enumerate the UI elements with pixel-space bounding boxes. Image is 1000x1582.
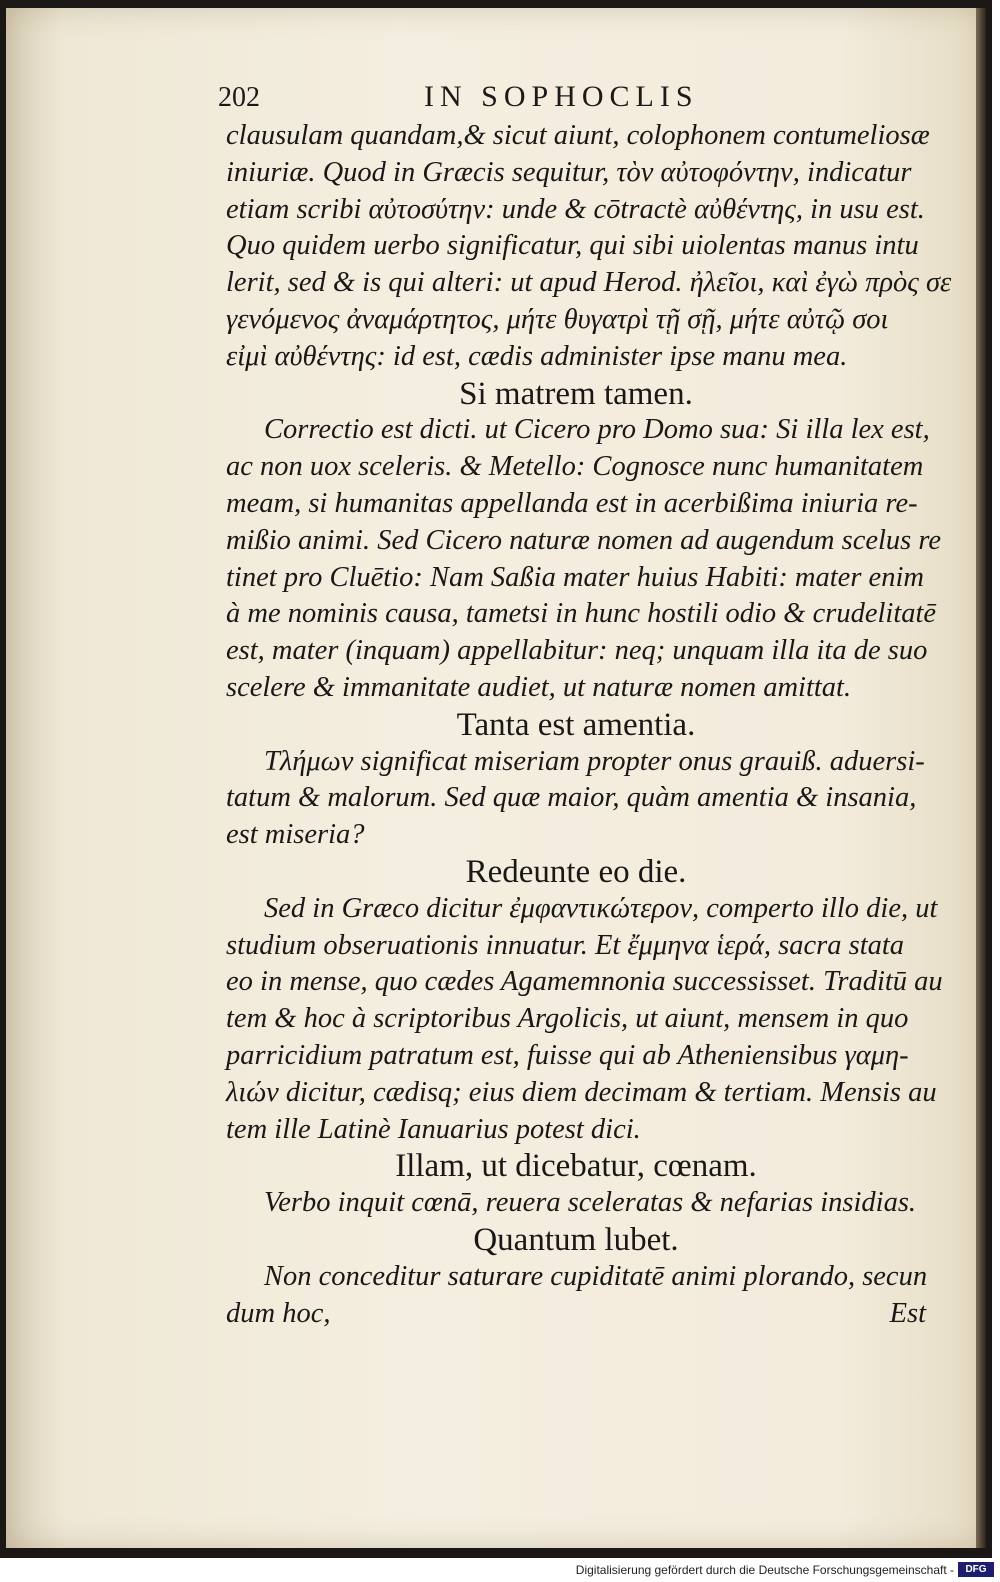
text-line: λιών dicitur, cædisq; eius diem decimam & tertiam. Mensis au: [226, 1076, 937, 1108]
final-line-with-catchword: [226, 1296, 926, 1333]
section-heading: Si matrem tamen.: [459, 375, 693, 412]
dfg-logo-badge: DFG: [958, 1562, 994, 1577]
section-heading: Quantum lubet.: [473, 1221, 679, 1258]
text-line: à me nominis causa, tametsi in hunc hostili odio & crudelitatē: [226, 598, 937, 630]
section-heading: Tanta est amentia.: [456, 706, 696, 743]
page-text-body: [226, 118, 952, 1332]
page-header: [218, 80, 938, 120]
text-line: Sed in Græco dicitur ἐμφαντικώτερον, comperto illo die, ut: [264, 892, 938, 924]
running-title: IN SOPHOCLIS: [424, 80, 699, 113]
text-line: Verbo inquit cœnā, reuera sceleratas & nefarias insidias.: [264, 1187, 917, 1219]
text-line: Quo quidem uerbo significatur, qui sibi uiolentas manus intu: [226, 230, 919, 262]
text-line: Non conceditur saturare cupiditatē animi plorando, secun: [264, 1260, 928, 1292]
text-line: est, mater (inquam) appellabitur: neq; unquam illa ita de suo: [226, 635, 928, 667]
catchword: Est: [889, 1297, 926, 1329]
text-line: studium obseruationis innuatur. Et ἔμμηνα ἱερά, sacra stata: [226, 929, 905, 961]
text-line: ac non uox sceleris. & Metello: Cognosce nunc humanitatem: [226, 451, 924, 483]
section-heading: Redeunte eo die.: [465, 853, 687, 890]
text-line: tem & hoc à scriptoribus Argolicis, ut aiunt, mensem in quo: [226, 1003, 909, 1035]
page-number: 202: [218, 82, 260, 113]
text-line: tatum & malorum. Sed quæ maior, quàm amentia & insania,: [226, 782, 917, 814]
funding-credit: Digitalisierung gefördert durch die Deutsche Forschungsgemeinschaft -: [575, 1563, 954, 1577]
text-line: tinet pro Cluētio: Nam Saßia mater huius Habiti: mater enim: [226, 561, 924, 593]
text-line: Τλήμων significat miseriam propter onus grauiß. aduersi-: [264, 745, 925, 777]
book-spine-edge: [976, 8, 986, 1548]
text-line: eo in mense, quo cædes Agamemnonia successisset. Traditū au: [226, 966, 943, 998]
text-line: clausulam quandam,& sicut aiunt, colophonem contumeliosæ: [226, 120, 930, 151]
text-line: Correctio est dicti. ut Cicero pro Domo sua: Si illa lex est,: [264, 414, 930, 446]
text-line: εἰμὶ αὐθέντης: id est, cædis administer ipse manu mea.: [226, 340, 848, 372]
text-line: lerit, sed & is qui alteri: ut apud Herod. ἠλεῖοι, καὶ ἐγὼ πρὸς σε: [226, 267, 952, 299]
text-line: γενόμενος ἀναμάρτητος, μήτε θυγατρὶ τῇ σῇ, μήτε αὐτῷ σοι: [226, 303, 889, 335]
text-line: iniuriæ. Quod in Græcis sequitur, τὸν αὐτοφόντην, indicatur: [226, 156, 912, 188]
text-line: mißio animi. Sed Cicero naturæ nomen ad augendum scelus re: [226, 524, 942, 556]
digitization-footer: [0, 1558, 1000, 1582]
section-heading: Illam, ut dicebatur, cœnam.: [395, 1148, 757, 1185]
text-line: etiam scribi αὐτοσύτην: unde & cōtractè αὐθέντης, in usu est.: [226, 193, 925, 225]
text-line: meam, si humanitas appellanda est in acerbißima iniuria re-: [226, 487, 918, 519]
text-line: tem ille Latinè Ianuarius potest dici.: [226, 1113, 641, 1145]
text-line: est miseria?: [226, 819, 365, 851]
text-line: dum hoc,: [226, 1297, 331, 1329]
text-line: scelere & immanitate audiet, ut naturæ nomen amittat.: [226, 671, 852, 703]
text-line: parricidium patratum est, fuisse qui ab Atheniensibus γαμη-: [226, 1039, 909, 1071]
